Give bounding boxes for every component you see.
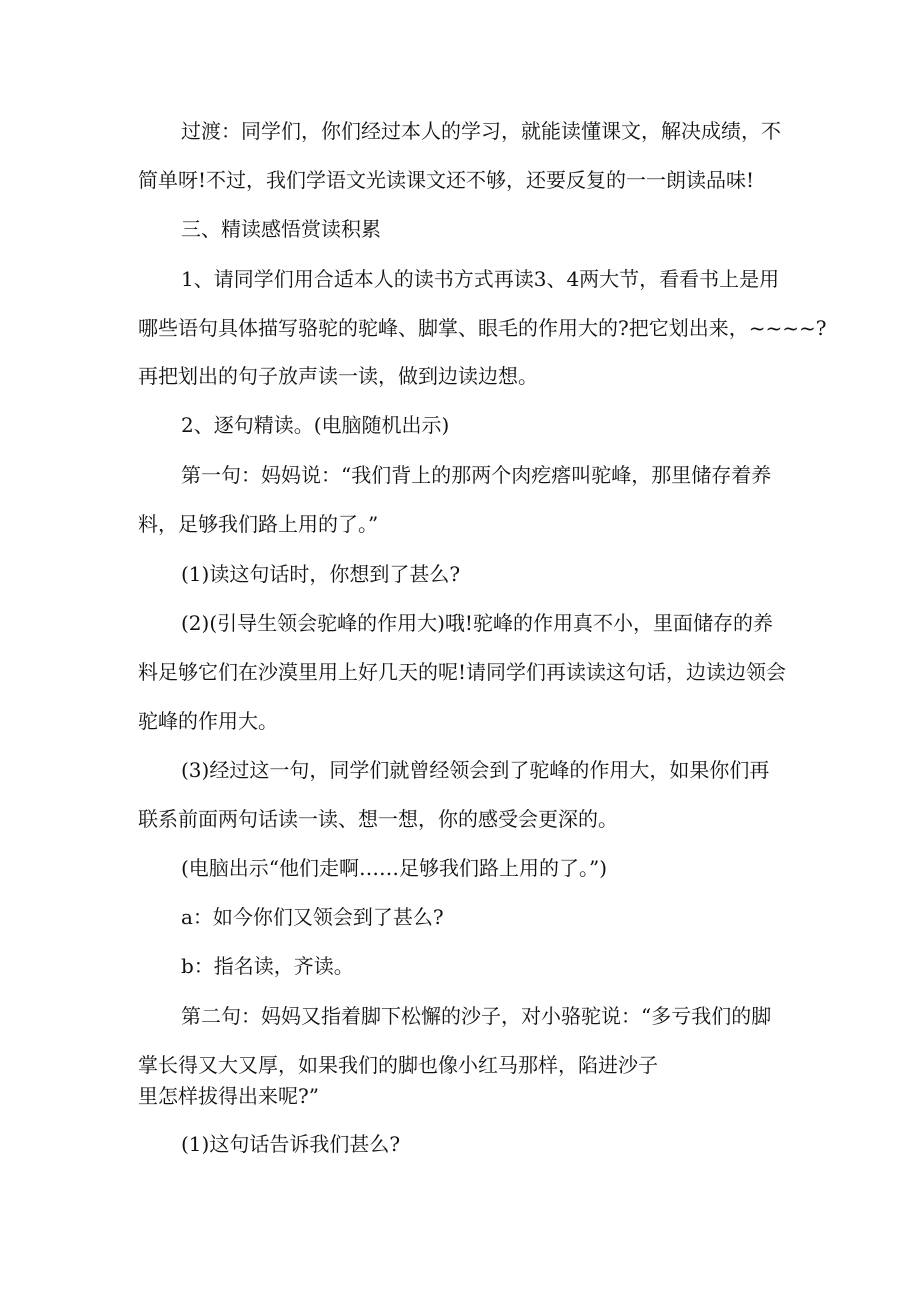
text-line: b：指名读，齐读。 [181,954,354,978]
text-line: 里怎样拔得出来呢?” [138,1084,319,1108]
text-line: (3)经过这一句，同学们就曾经领会到了驼峰的作用大，如果你们再 [181,758,770,782]
text-line: (1)读这句话时，你想到了甚么? [181,562,461,586]
text-line: 过渡：同学们，你们经过本人的学习，就能读懂课文，解决成绩，不 [181,119,781,143]
text-line: 1、请同学们用合适本人的读书方式再读3、4两大节，看看书上是用 [181,267,780,291]
text-line: 料，足够我们路上用的了。” [138,512,379,536]
text-line: a：如今你们又领会到了甚么? [181,905,444,929]
text-line: 掌长得又大又厚，如果我们的脚也像小红马那样，陷进沙子 [138,1053,658,1077]
text-line: (1)这句话告诉我们甚么? [181,1132,401,1156]
text-line: 哪些语句具体描写骆驼的驼峰、脚掌、眼毛的作用大的?把它划出来，~~~~? [138,316,827,340]
text-line: 简单呀!不过，我们学语文光读课文还不够，还要反复的一一朗读品味! [138,168,755,192]
text-line: 第一句：妈妈说：“我们背上的那两个肉疙瘩叫驼峰，那里储存着养 [181,463,772,487]
text-line: 驼峰的作用大。 [138,709,278,733]
text-line: 2、逐句精读。(电脑随机出示) [181,413,450,437]
text-line: 联系前面两句话读一读、想一想，你的感受会更深的。 [138,807,618,831]
section-heading: 三、精读感悟赏读积累 [181,217,381,241]
text-line: 再把划出的句子放声读一读，做到边读边想。 [138,364,538,388]
text-line: (电脑出示“他们走啊……足够我们路上用的了。”) [181,856,608,880]
text-line: 料足够它们在沙漠里用上好几天的呢!请同学们再读读这句话，边读边领会 [138,660,787,684]
text-line: 第二句：妈妈又指着脚下松懈的沙子，对小骆驼说：“多亏我们的脚 [181,1004,772,1028]
text-line: (2)(引导生领会驼峰的作用大)哦!驼峰的作用真不小，里面储存的养 [181,611,773,635]
